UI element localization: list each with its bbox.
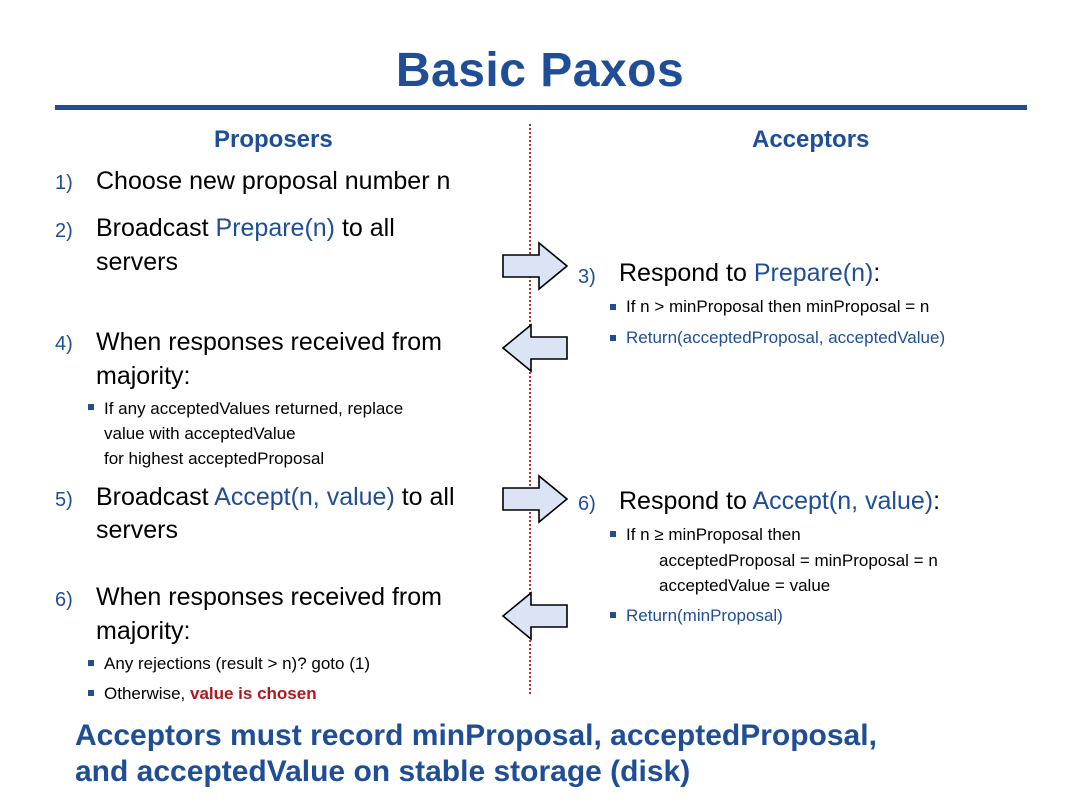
acceptors-header: Acceptors [752,126,870,153]
footer-line: and acceptedValue on stable storage (disk) [75,755,691,788]
step-text: Choose new proposal number n [96,167,451,195]
sub-bullet-text: Otherwise, value is chosen [104,684,317,703]
step-number: 1) [55,172,73,194]
slide-title: Basic Paxos [395,44,685,97]
prepare-call: Prepare(n) [215,214,336,242]
step-text: Broadcast Accept(n, value) to all [96,483,455,511]
sub-bullet-text: acceptedValue = value [659,576,831,595]
sub-bullet-text: If n ≥ minProposal then [626,525,801,544]
sub-bullet-text: Return(minProposal) [626,606,783,625]
bullet-marker [610,612,616,618]
step-text-line2: servers [96,516,178,544]
bullet-marker [610,304,616,310]
right-arrow-icon [501,474,569,524]
footer-note [75,718,877,790]
step-number: 6) [578,493,596,515]
right-arrow-icon [501,241,569,291]
sub-bullet-text: for highest acceptedProposal [104,449,325,468]
accept-call: Accept(n, value) [214,483,395,511]
step-text: Broadcast Prepare(n) to all [96,214,395,242]
left-arrow-icon [501,591,569,641]
step-number: 5) [55,489,73,511]
sub-bullet-text: If n > minProposal then minProposal = n [626,297,930,316]
step-text-line2: servers [96,248,178,276]
step-text: Respond to Prepare(n): [619,259,881,287]
step-number: 4) [55,333,73,355]
sub-bullet-text: Return(acceptedProposal, acceptedValue) [626,328,946,347]
bullet-marker [88,660,94,666]
bullet-marker [88,404,94,410]
step-number: 3) [578,266,596,288]
step-text: Respond to Accept(n, value): [619,487,941,515]
bullet-marker [88,690,94,696]
prepare-call: Prepare(n) [753,259,874,287]
step-text: When responses received from [96,583,442,611]
sub-bullet-text: Any rejections (result > n)? goto (1) [104,654,370,673]
sub-bullet-text: acceptedProposal = minProposal = n [659,551,938,570]
footer-line: Acceptors must record minProposal, acceptedProposal, [75,719,877,752]
step-number: 6) [55,589,73,611]
title-underline [55,105,1027,110]
accept-call: Accept(n, value) [752,487,934,515]
step-text-line2: majority: [96,617,191,645]
bullet-marker [610,531,616,537]
step-text-line2: majority: [96,362,191,390]
value-chosen-highlight: value is chosen [189,684,317,703]
sub-bullet-text: value with acceptedValue [104,424,296,443]
step-text: When responses received from [96,328,442,356]
left-arrow-icon [501,323,569,373]
step-number: 2) [55,220,73,242]
bullet-marker [610,335,616,341]
sub-bullet-text: If any acceptedValues returned, replace [104,399,404,418]
proposers-header: Proposers [214,126,333,153]
